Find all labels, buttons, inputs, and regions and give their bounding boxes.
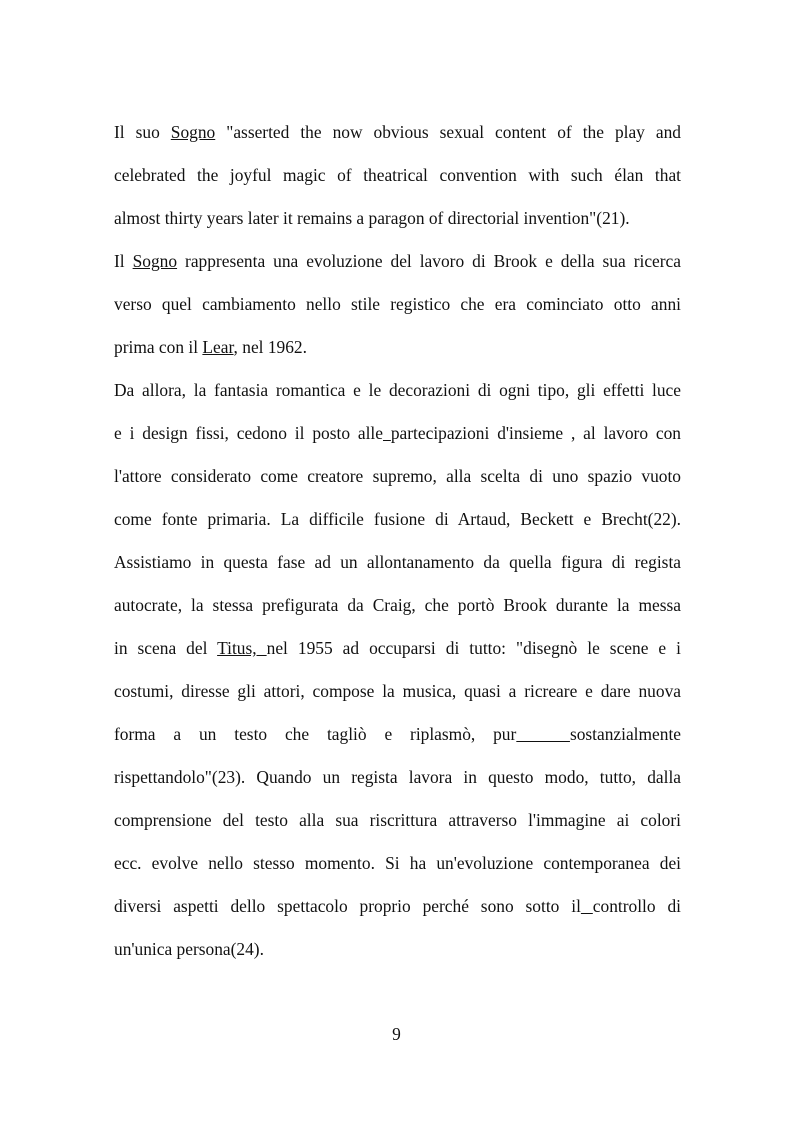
underlined-title: Titus, <box>217 638 267 658</box>
underline-gap <box>581 896 593 916</box>
text-line: prima con il Lear, nel 1962. <box>114 337 307 357</box>
text-line: autocrate, la stessa prefigurata da Craig, che portò Brook durante la messa <box>114 595 681 615</box>
text-line: Il Sogno rappresenta una evoluzione del lavoro di Brook e della sua ricerca <box>114 251 681 271</box>
text-line: costumi, diresse gli attori, compose la musica, quasi a ricreare e dare nuova <box>114 681 681 701</box>
underline-gap <box>383 423 391 443</box>
text-line: forma a un testo che tagliò e riplasmò, pur sostanzialmente <box>114 724 682 744</box>
text-line: comprensione del testo alla sua riscrittura attraverso l'immagine ai colori <box>114 810 681 830</box>
underlined-title: Lear <box>202 337 234 357</box>
underlined-title: Sogno <box>170 122 216 142</box>
text-line: Da allora, la fantasia romantica e le decorazioni di ogni tipo, gli effetti luce <box>114 380 681 400</box>
page-number: 9 <box>392 1024 401 1044</box>
text-line: diversi aspetti dello spettacolo proprio perché sono sotto il controllo di <box>114 896 681 916</box>
text-line: verso quel cambiamento nello stile registico che era cominciato otto anni <box>114 294 681 314</box>
text-line: celebrated the joyful magic of theatrical convention with such élan that <box>114 165 681 185</box>
text-line: rispettandolo"(23). Quando un regista lavora in questo modo, tutto, dalla <box>114 767 681 787</box>
underline-gap <box>516 724 570 744</box>
underlined-title: Sogno <box>132 251 178 271</box>
text-line: ecc. evolve nello stesso momento. Si ha un'evoluzione contemporanea dei <box>114 853 681 873</box>
text-line: Il suo Sogno "asserted the now obvious sexual content of the play and <box>114 122 681 142</box>
text-line: Assistiamo in questa fase ad un allontanamento da quella figura di regista <box>114 552 681 572</box>
text-line: come fonte primaria. La difficile fusione di Artaud, Beckett e Brecht(22). <box>114 509 681 529</box>
text-line: almost thirty years later it remains a paragon of directorial invention"(21). <box>114 208 630 228</box>
text-line: e i design fissi, cedono il posto alle partecipazioni d'insieme , al lavoro con <box>114 423 681 443</box>
body-text <box>114 111 681 971</box>
text-line: un'unica persona(24). <box>114 939 264 959</box>
text-line: l'attore considerato come creatore supremo, alla scelta di uno spazio vuoto <box>114 466 681 486</box>
text-line: in scena del Titus, nel 1955 ad occuparsi di tutto: "disegnò le scene e i <box>114 638 681 658</box>
